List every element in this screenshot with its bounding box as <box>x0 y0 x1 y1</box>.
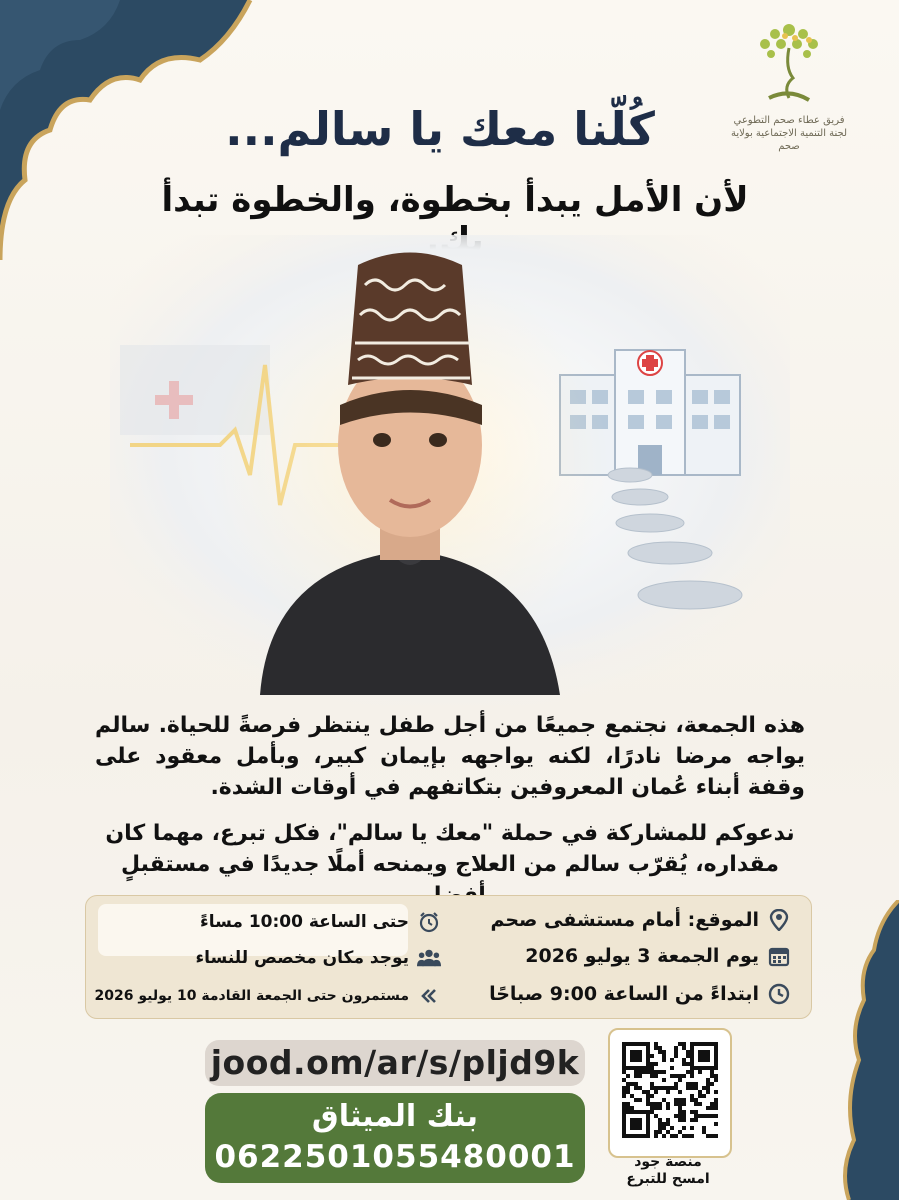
location-row <box>490 908 791 932</box>
decorative-corner-bottom-right <box>819 900 899 1200</box>
clock-icon <box>767 982 791 1006</box>
date-row <box>525 944 791 968</box>
qr-caption-line-1: منصة جود <box>634 1154 702 1170</box>
event-info-panel <box>85 895 812 1019</box>
team-logo <box>719 18 859 153</box>
subheadline: لأن الأمل يبدأ بخطوة، والخطوة تبدأ <box>161 180 749 220</box>
group-icon <box>417 946 441 970</box>
location-text: الموقع: أمام مستشفى صحم <box>490 909 759 931</box>
headline: كُلّنا معك يا سالم... <box>225 102 655 156</box>
continuing-text: مستمرون حتى الجمعة القادمة 10 يوليو 2026 <box>94 988 409 1004</box>
start-time-text: ابتداءً من الساعة 9:00 صباحًا <box>489 983 759 1005</box>
intro-paragraph: هذه الجمعة، نجتمع جميعًا من أجل طفل ينتظر فرصةً للحياة. سالم يواجه مرضا نادرًا، لكنه يواجهه بإيمان كبير، وبأمل معقود على وقفة أبناء عُمان المعروفين بتكاتفهم في أوقات الشدة. <box>95 713 805 800</box>
bank-box <box>205 1093 585 1183</box>
women-area-row <box>195 946 441 970</box>
qr-code[interactable] <box>608 1028 732 1158</box>
bank-account-number: 0622501055480001 <box>214 1139 576 1175</box>
continuing-row <box>95 984 441 1008</box>
tree-logo-icon <box>749 18 829 110</box>
end-time-row <box>200 910 441 934</box>
start-time-row <box>489 982 791 1006</box>
qr-code-icon <box>610 1030 730 1156</box>
double-chevron-icon <box>417 984 441 1008</box>
logo-line-2: لجنة التنمية الاجتماعية بولاية صحم <box>730 128 848 152</box>
invitation-paragraph: ندعوكم للمشاركة في حملة "معك يا سالم"، فكل تبرع، مهما كان مقداره، يُقرّب سالم من العلاج ويمنحه أملًا جديدًا في مستقبلٍ <box>105 821 795 877</box>
bank-name: بنك الميثاق <box>311 1099 479 1134</box>
map-pin-icon <box>767 908 791 932</box>
logo-line-1: فريق عطاء صحم التطوعي <box>733 115 845 126</box>
qr-caption <box>600 1154 736 1188</box>
date-text: يوم الجمعة 3 يوليو 2026 <box>525 945 759 967</box>
donation-url[interactable]: jood.om/ar/s/pljd9k <box>205 1040 585 1086</box>
hero-illustration <box>110 235 790 705</box>
alarm-clock-icon <box>417 910 441 934</box>
women-area-text: يوجد مكان مخصص للنساء <box>195 948 409 968</box>
end-time-text: حتى الساعة 10:00 مساءً <box>200 912 409 932</box>
qr-caption-line-2: امسح للتبرع <box>626 1171 710 1187</box>
calendar-icon <box>767 944 791 968</box>
